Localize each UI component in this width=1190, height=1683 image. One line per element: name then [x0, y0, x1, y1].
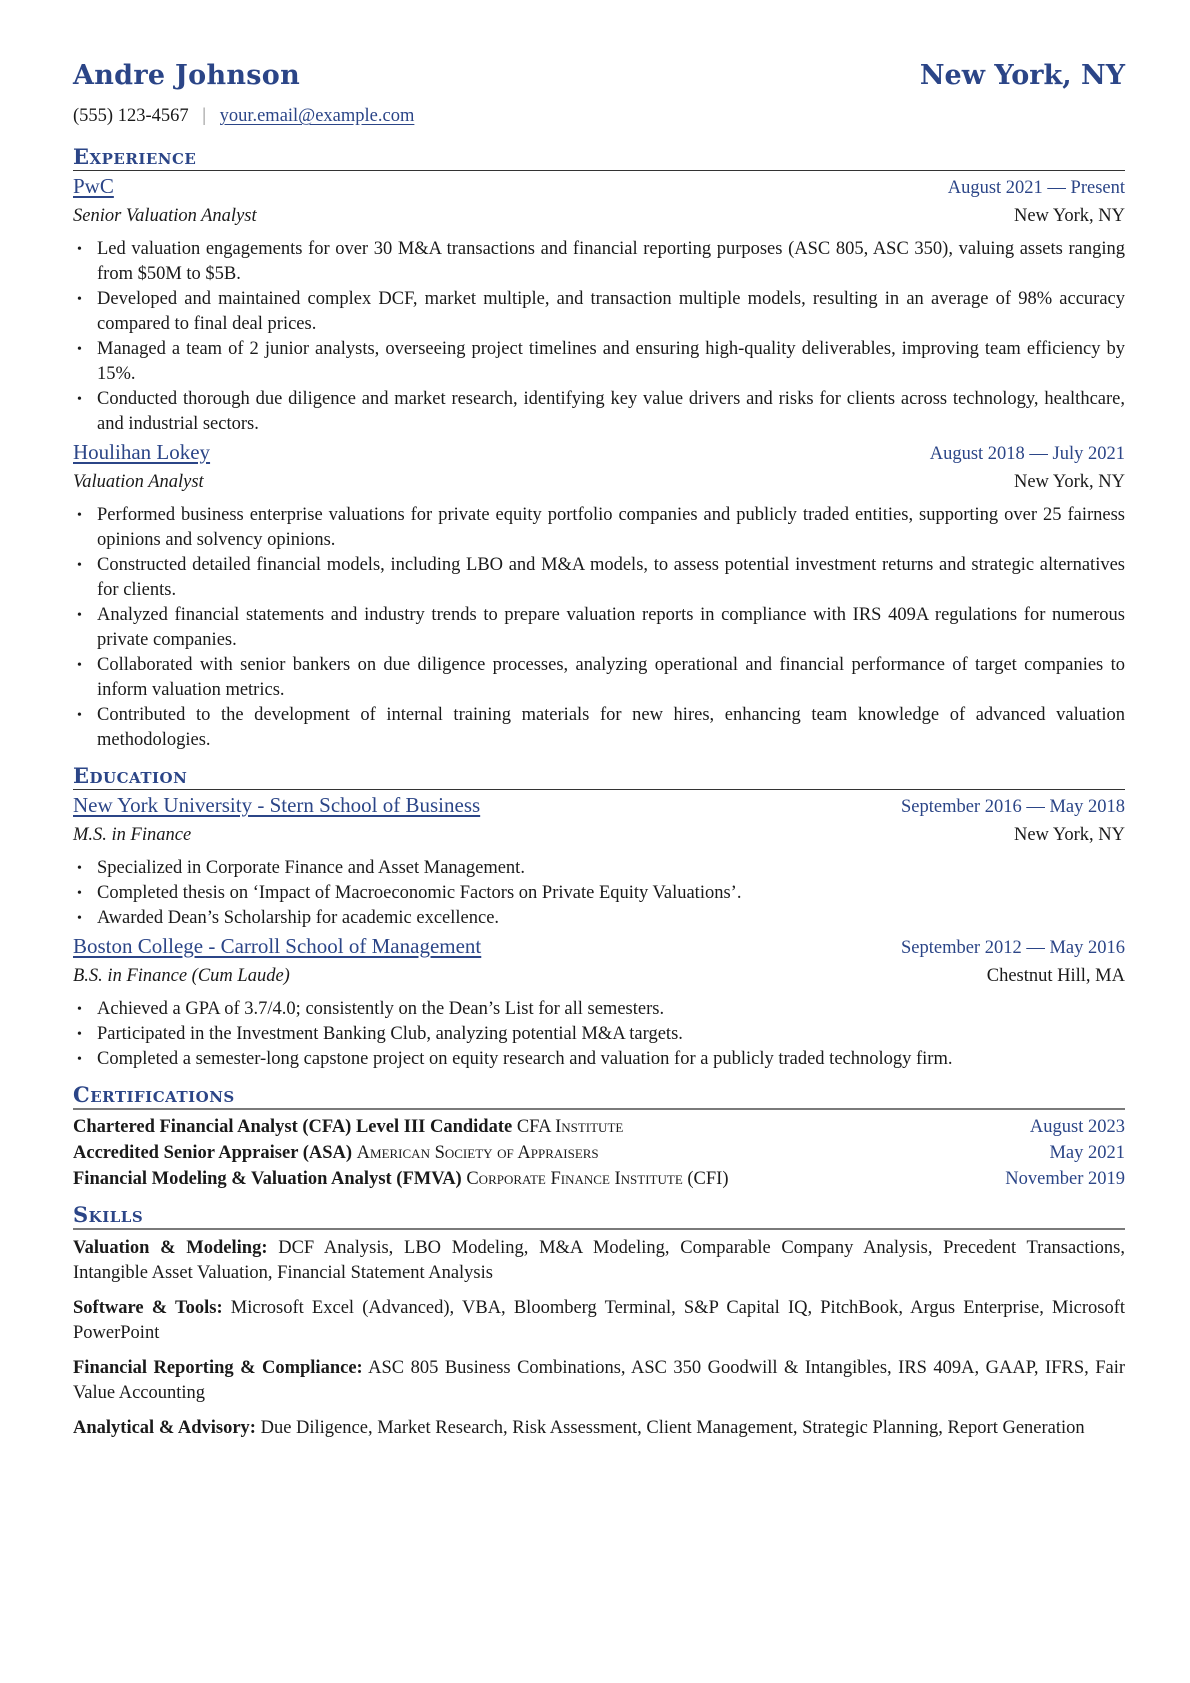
certification-name: Financial Modeling & Valuation Analyst (FMVA) — [73, 1169, 462, 1189]
employer-link[interactable]: PwC — [73, 174, 114, 198]
section-education-title: Education — [73, 763, 1125, 790]
certification-name: Chartered Financial Analyst (CFA) Level III Candidate — [73, 1117, 513, 1137]
list-item: • Completed a semester-long capstone project on equity research and valuation for a publicly traded technology firm. — [97, 1047, 1125, 1072]
skills-list — [73, 1236, 1125, 1441]
certification-row — [73, 1166, 1125, 1192]
section-experience-title: Experience — [73, 144, 1125, 171]
entry-header — [73, 931, 1125, 963]
list-item: • Achieved a GPA of 3.7/4.0; consistently on the Dean’s List for all semesters. — [97, 997, 1125, 1022]
skill-category: Valuation & Modeling: — [73, 1238, 268, 1258]
contact-line — [73, 106, 1125, 134]
list-item: • Led valuation engagements for over 30 M&A transactions and financial reporting purposes (ASC 805, ASC 350), valuing assets ranging from $50M to $5B. — [97, 237, 1125, 287]
entry-header — [73, 790, 1125, 822]
skill-category: Analytical & Advisory: — [73, 1418, 256, 1438]
certification-date: August 2023 — [1029, 1117, 1125, 1137]
certification-text — [73, 1166, 729, 1192]
candidate-name: Andre Johnson — [73, 60, 301, 91]
entry-dates: September 2016 — May 2018 — [900, 797, 1125, 817]
list-item: • Contributed to the development of internal training materials for new hires, enhancing team knowledge of advanced valuation methodologies. — [97, 703, 1125, 753]
entry-location: Chestnut Hill, MA — [986, 966, 1125, 986]
entry-location: New York, NY — [1013, 472, 1125, 492]
skill-category: Financial Reporting & Compliance: — [73, 1358, 363, 1378]
certification-issuer: American Society of Appraisers — [356, 1143, 599, 1163]
contact-separator: | — [202, 106, 206, 126]
skill-category: Software & Tools: — [73, 1298, 223, 1318]
bullet-list — [73, 237, 1125, 437]
experience-entry — [73, 171, 1125, 437]
list-item: • Conducted thorough due diligence and market research, identifying key value drivers and risks for clients across technology, healthcare, and industrial sectors. — [97, 387, 1125, 437]
skill-values: Due Diligence, Market Research, Risk Assessment, Client Management, Strategic Planning, Report Generation — [260, 1418, 1085, 1438]
list-item: • Developed and maintained complex DCF, market multiple, and transaction multiple models, resulting in an average of 98% accuracy compared to final deal prices. — [97, 287, 1125, 337]
bullet-list — [73, 503, 1125, 753]
school-link[interactable]: New York University - Stern School of Business — [73, 793, 481, 817]
section-certifications-title: Certifications — [73, 1082, 1125, 1110]
list-item: • Specialized in Corporate Finance and Asset Management. — [97, 856, 1125, 881]
certification-row — [73, 1140, 1125, 1166]
entry-location: New York, NY — [1013, 825, 1125, 845]
skill-group — [73, 1296, 1125, 1346]
school-link[interactable]: Boston College - Carroll School of Management — [73, 934, 482, 958]
bullet-list — [73, 856, 1125, 931]
degree: M.S. in Finance — [73, 825, 192, 845]
skill-values: ASC 805 Business Combinations, ASC 350 Goodwill & Intangibles, IRS 409A, GAAP, IFRS, Fair Value Accounting — [73, 1358, 1125, 1403]
list-item: • Completed thesis on ‘Impact of Macroeconomic Factors on Private Equity Valuations’. — [97, 881, 1125, 906]
candidate-location: New York, NY — [919, 60, 1125, 91]
education-entry — [73, 790, 1125, 931]
entry-subheader — [73, 963, 1125, 989]
education-entry — [73, 931, 1125, 1072]
skill-values: Microsoft Excel (Advanced), VBA, Bloomberg Terminal, S&P Capital IQ, PitchBook, Argus Enterprise, Microsoft PowerPoint — [73, 1298, 1125, 1343]
degree: B.S. in Finance (Cum Laude) — [73, 966, 290, 986]
list-item: • Managed a team of 2 junior analysts, overseeing project timelines and ensuring high-quality deliverables, improving team efficiency by 15%. — [97, 337, 1125, 387]
entry-dates: August 2018 — July 2021 — [929, 444, 1125, 464]
entry-subheader — [73, 469, 1125, 495]
certification-text — [73, 1140, 599, 1166]
certification-row — [73, 1114, 1125, 1140]
resume-header — [73, 60, 1125, 104]
job-title: Valuation Analyst — [73, 472, 204, 492]
certification-text — [73, 1114, 623, 1140]
list-item: • Performed business enterprise valuations for private equity portfolio companies and publicly traded entities, supporting over 25 fairness opinions and solvency opinions. — [97, 503, 1125, 553]
skill-values: DCF Analysis, LBO Modeling, M&A Modeling, Comparable Company Analysis, Precedent Transactions, Intangible Asset Valuation, Financial Statement Analysis — [73, 1238, 1126, 1283]
skill-group — [73, 1236, 1125, 1286]
entry-dates: September 2012 — May 2016 — [900, 938, 1125, 958]
list-item: • Collaborated with senior bankers on due diligence processes, analyzing operational and financial performance of target companies to inform valuation metrics. — [97, 653, 1125, 703]
certifications-list — [73, 1114, 1125, 1192]
list-item: • Awarded Dean’s Scholarship for academic excellence. — [97, 906, 1125, 931]
certification-date: November 2019 — [1005, 1169, 1125, 1189]
job-title: Senior Valuation Analyst — [73, 206, 257, 226]
entry-location: New York, NY — [1013, 206, 1125, 226]
skill-group — [73, 1416, 1125, 1441]
entry-header — [73, 171, 1125, 203]
bullet-list — [73, 997, 1125, 1072]
resume-page — [73, 60, 1125, 1441]
employer-link[interactable]: Houlihan Lokey — [73, 440, 211, 464]
skill-group — [73, 1356, 1125, 1406]
entry-header — [73, 437, 1125, 469]
phone-number: (555) 123-4567 — [73, 106, 189, 126]
email-link[interactable]: your.email@example.com — [219, 106, 415, 126]
list-item: • Analyzed financial statements and industry trends to prepare valuation reports in compliance with IRS 409A regulations for numerous private companies. — [97, 603, 1125, 653]
entry-subheader — [73, 203, 1125, 229]
certification-name: Accredited Senior Appraiser (ASA) — [73, 1143, 353, 1163]
list-item: • Participated in the Investment Banking Club, analyzing potential M&A targets. — [97, 1022, 1125, 1047]
certification-date: May 2021 — [1049, 1143, 1125, 1163]
entry-dates: August 2021 — Present — [947, 178, 1125, 198]
section-skills-title: Skills — [73, 1202, 1125, 1230]
certification-issuer: Corporate Finance Institute (CFI) — [466, 1169, 729, 1189]
list-item: • Constructed detailed financial models, including LBO and M&A models, to assess potential investment returns and strategic alternatives for clients. — [97, 553, 1125, 603]
experience-entry — [73, 437, 1125, 753]
certification-issuer: CFA Institute — [516, 1117, 624, 1137]
entry-subheader — [73, 822, 1125, 848]
